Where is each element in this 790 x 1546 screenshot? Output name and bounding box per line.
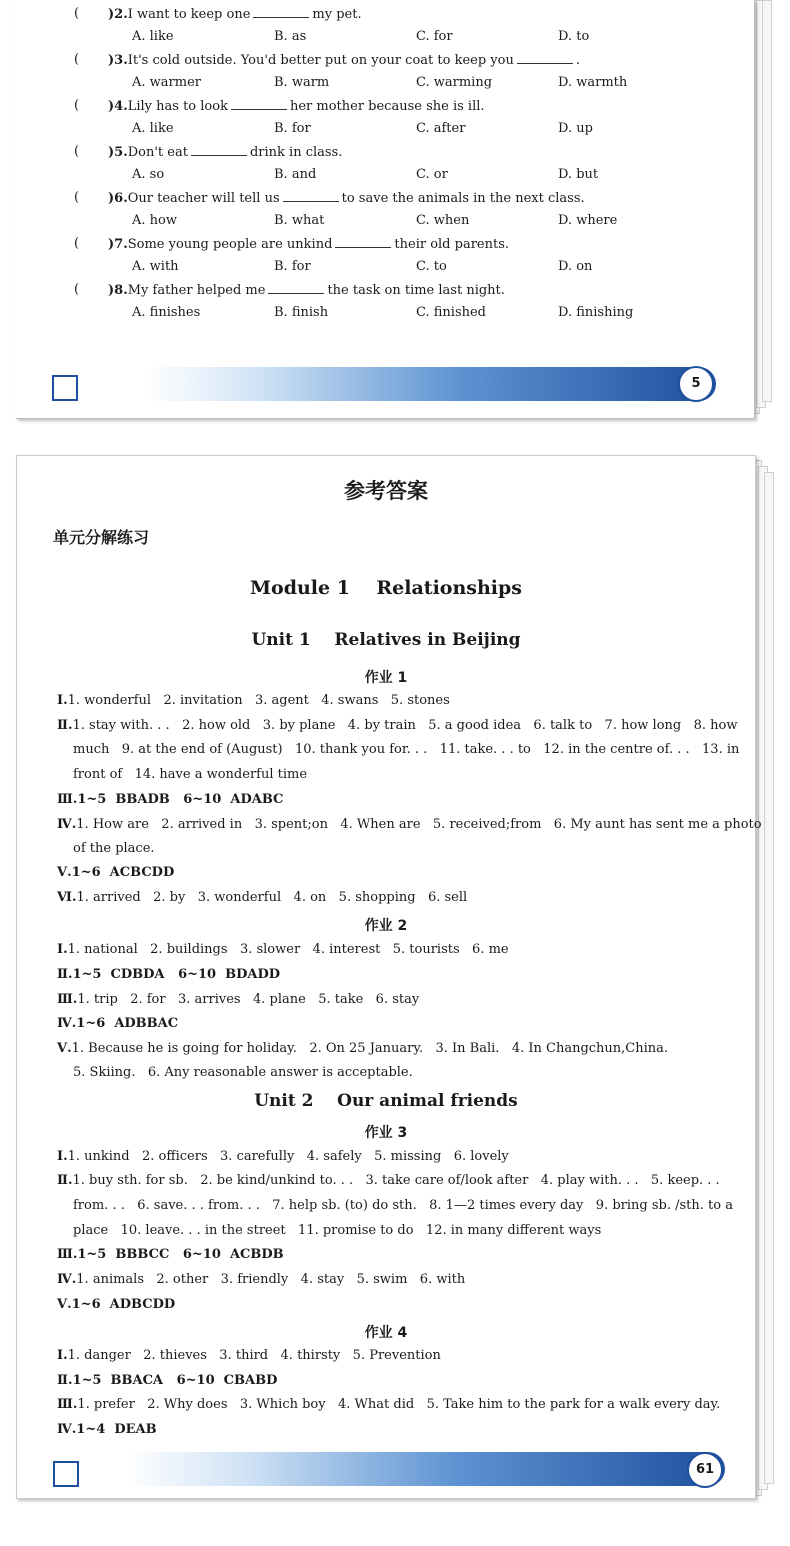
footer-bar bbox=[127, 1452, 725, 1486]
answer-paren: ( bbox=[74, 282, 80, 297]
question-text bbox=[108, 281, 505, 300]
answer-key-page bbox=[16, 455, 762, 1499]
footer-bar bbox=[146, 367, 716, 401]
fill-blank bbox=[268, 281, 324, 294]
option-choice: A. finishes bbox=[132, 305, 201, 320]
option-choice: C. to bbox=[416, 259, 447, 274]
question-stem: My father helped me bbox=[127, 283, 266, 298]
question-number: )6. bbox=[108, 191, 128, 206]
homework-heading: 作业 4 bbox=[364, 1325, 408, 1341]
answer-line: Ⅱ.1. stay with. . . 2. how old 3. by plane 4. by train 5. a good idea 6. talk to 7. how long 8. how bbox=[57, 718, 738, 733]
option-choice: C. when bbox=[416, 213, 470, 228]
answer-line: place 10. leave. . . in the street 11. promise to do 12. in many different ways bbox=[73, 1223, 602, 1238]
question-stem-end: . bbox=[575, 53, 580, 68]
module-heading: Module 1 Relationships bbox=[249, 577, 522, 599]
answer-line: Ⅳ.1. How are 2. arrived in 3. spent;on 4. When are 5. received;from 6. My aunt has sent me a photo bbox=[57, 817, 762, 832]
question-text bbox=[108, 97, 485, 116]
option-choice: C. after bbox=[416, 121, 466, 136]
unit-heading: Unit 2 Our animal friends bbox=[254, 1091, 518, 1111]
fill-blank bbox=[191, 143, 247, 156]
question-stem: Lily has to look bbox=[127, 99, 228, 114]
answer-line: 5. Skiing. 6. Any reasonable answer is acceptable. bbox=[73, 1065, 413, 1080]
question-stem: It's cold outside. You'd better put on your coat to keep you bbox=[127, 53, 514, 68]
answer-line: Ⅱ.1~5 BBACA 6~10 CBABD bbox=[57, 1373, 278, 1388]
question-stem-end: their old parents. bbox=[394, 237, 510, 252]
question-text bbox=[108, 51, 580, 70]
option-choice: D. finishing bbox=[558, 305, 634, 320]
option-choice: D. on bbox=[558, 259, 593, 274]
question-stem: I want to keep one bbox=[127, 7, 251, 22]
page-stack-edge bbox=[764, 472, 774, 1484]
option-choice: A. warmer bbox=[132, 75, 201, 90]
question-stem: Some young people are unkind bbox=[127, 237, 333, 252]
fill-blank bbox=[517, 51, 573, 64]
option-choice: D. up bbox=[558, 121, 593, 136]
unit-heading: Unit 1 Relatives in Beijing bbox=[251, 630, 521, 650]
option-choice: B. for bbox=[274, 259, 311, 274]
answer-paren: ( bbox=[74, 144, 80, 159]
question-number: )4. bbox=[108, 99, 128, 114]
option-choice: C. finished bbox=[416, 305, 487, 320]
option-choice: A. like bbox=[132, 121, 174, 136]
answer-line: Ⅲ.1~5 BBBCC 6~10 ACBDB bbox=[57, 1247, 284, 1262]
option-choice: B. and bbox=[274, 167, 317, 182]
answer-line: much 9. at the end of (August) 10. thank you for. . . 11. take. . . to 12. in the centre of. . . 13. in bbox=[73, 742, 740, 757]
question-number: )8. bbox=[108, 283, 128, 298]
option-choice: D. where bbox=[558, 213, 618, 228]
section-heading: 单元分解练习 bbox=[53, 528, 150, 547]
question-text bbox=[108, 143, 342, 162]
exercise-page bbox=[16, 0, 755, 419]
page-number: 61 bbox=[687, 1452, 723, 1488]
option-choice: A. like bbox=[132, 29, 174, 44]
corner-square-icon bbox=[52, 375, 78, 401]
option-choice: C. warming bbox=[416, 75, 493, 90]
question-stem: Our teacher will tell us bbox=[127, 191, 280, 206]
question-stem-end: to save the animals in the next class. bbox=[341, 191, 585, 206]
answer-line: from. . . 6. save. . . from. . . 7. help sb. (to) do sth. 8. 1—2 times every day 9. bring sb. /sth. to a bbox=[73, 1198, 733, 1213]
question-text bbox=[108, 5, 362, 24]
answer-line: Ⅰ.1. wonderful 2. invitation 3. agent 4. swans 5. stones bbox=[57, 693, 450, 708]
question-text bbox=[108, 235, 509, 254]
fill-blank bbox=[231, 97, 287, 110]
option-choice: A. how bbox=[132, 213, 177, 228]
answer-paren: ( bbox=[74, 6, 80, 21]
option-choice: D. warmth bbox=[558, 75, 628, 90]
answer-line: Ⅳ.1~4 DEAB bbox=[57, 1422, 157, 1437]
answer-line: Ⅲ.1. trip 2. for 3. arrives 4. plane 5. take 6. stay bbox=[57, 992, 420, 1007]
option-choice: B. for bbox=[274, 121, 311, 136]
answer-line: front of 14. have a wonderful time bbox=[73, 767, 308, 782]
question-number: )7. bbox=[108, 237, 128, 252]
fill-blank bbox=[335, 235, 391, 248]
option-choice: B. warm bbox=[274, 75, 330, 90]
answer-line: Ⅳ.1~6 ADBBAC bbox=[57, 1016, 179, 1031]
answer-line: Ⅰ.1. unkind 2. officers 3. carefully 4. safely 5. missing 6. lovely bbox=[57, 1149, 509, 1164]
answer-line: Ⅴ.1~6 ADBCDD bbox=[57, 1297, 176, 1312]
answer-line: of the place. bbox=[73, 841, 155, 856]
corner-square-icon bbox=[53, 1461, 79, 1487]
option-choice: D. to bbox=[558, 29, 590, 44]
answer-line: Ⅵ.1. arrived 2. by 3. wonderful 4. on 5. shopping 6. sell bbox=[57, 890, 468, 905]
option-choice: B. what bbox=[274, 213, 325, 228]
answer-paren: ( bbox=[74, 236, 80, 251]
answer-line: Ⅴ.1~6 ACBCDD bbox=[57, 865, 175, 880]
page-stack-edge bbox=[762, 0, 772, 402]
page-title: 参考答案 bbox=[344, 479, 428, 503]
question-number: )3. bbox=[108, 53, 128, 68]
homework-heading: 作业 3 bbox=[364, 1125, 408, 1141]
fill-blank bbox=[253, 5, 309, 18]
question-text bbox=[108, 189, 585, 208]
option-choice: C. for bbox=[416, 29, 453, 44]
answer-line: Ⅲ.1. prefer 2. Why does 3. Which boy 4. What did 5. Take him to the park for a walk every day. bbox=[57, 1397, 721, 1412]
question-stem-end: my pet. bbox=[312, 7, 362, 22]
answer-line: Ⅱ.1. buy sth. for sb. 2. be kind/unkind to. . . 3. take care of/look after 4. play with. . . 5. keep. . . bbox=[57, 1173, 720, 1188]
question-stem-end: drink in class. bbox=[249, 145, 343, 160]
answer-line: Ⅰ.1. national 2. buildings 3. slower 4. interest 5. tourists 6. me bbox=[57, 942, 509, 957]
question-stem-end: the task on time last night. bbox=[327, 283, 505, 298]
homework-heading: 作业 1 bbox=[364, 670, 408, 686]
answer-paren: ( bbox=[74, 190, 80, 205]
answer-line: Ⅲ.1~5 BBADB 6~10 ADABC bbox=[57, 792, 284, 807]
fill-blank bbox=[283, 189, 339, 202]
page-number: 5 bbox=[678, 366, 714, 402]
option-choice: B. finish bbox=[274, 305, 329, 320]
option-choice: A. so bbox=[132, 167, 165, 182]
answer-line: Ⅳ.1. animals 2. other 3. friendly 4. stay 5. swim 6. with bbox=[57, 1272, 466, 1287]
option-choice: C. or bbox=[416, 167, 448, 182]
answer-line: Ⅰ.1. danger 2. thieves 3. third 4. thirsty 5. Prevention bbox=[57, 1348, 441, 1363]
answer-paren: ( bbox=[74, 98, 80, 113]
question-stem: Don't eat bbox=[127, 145, 188, 160]
question-stem-end: her mother because she is ill. bbox=[289, 99, 485, 114]
question-number: )2. bbox=[108, 7, 128, 22]
question-number: )5. bbox=[108, 145, 128, 160]
option-choice: D. but bbox=[558, 167, 599, 182]
answer-line: Ⅱ.1~5 CDBDA 6~10 BDADD bbox=[57, 967, 281, 982]
homework-heading: 作业 2 bbox=[364, 918, 408, 934]
option-choice: A. with bbox=[132, 259, 179, 274]
option-choice: B. as bbox=[274, 29, 307, 44]
answer-line: Ⅴ.1. Because he is going for holiday. 2. On 25 January. 3. In Bali. 4. In Changchun,China. bbox=[57, 1041, 669, 1056]
answer-paren: ( bbox=[74, 52, 80, 67]
